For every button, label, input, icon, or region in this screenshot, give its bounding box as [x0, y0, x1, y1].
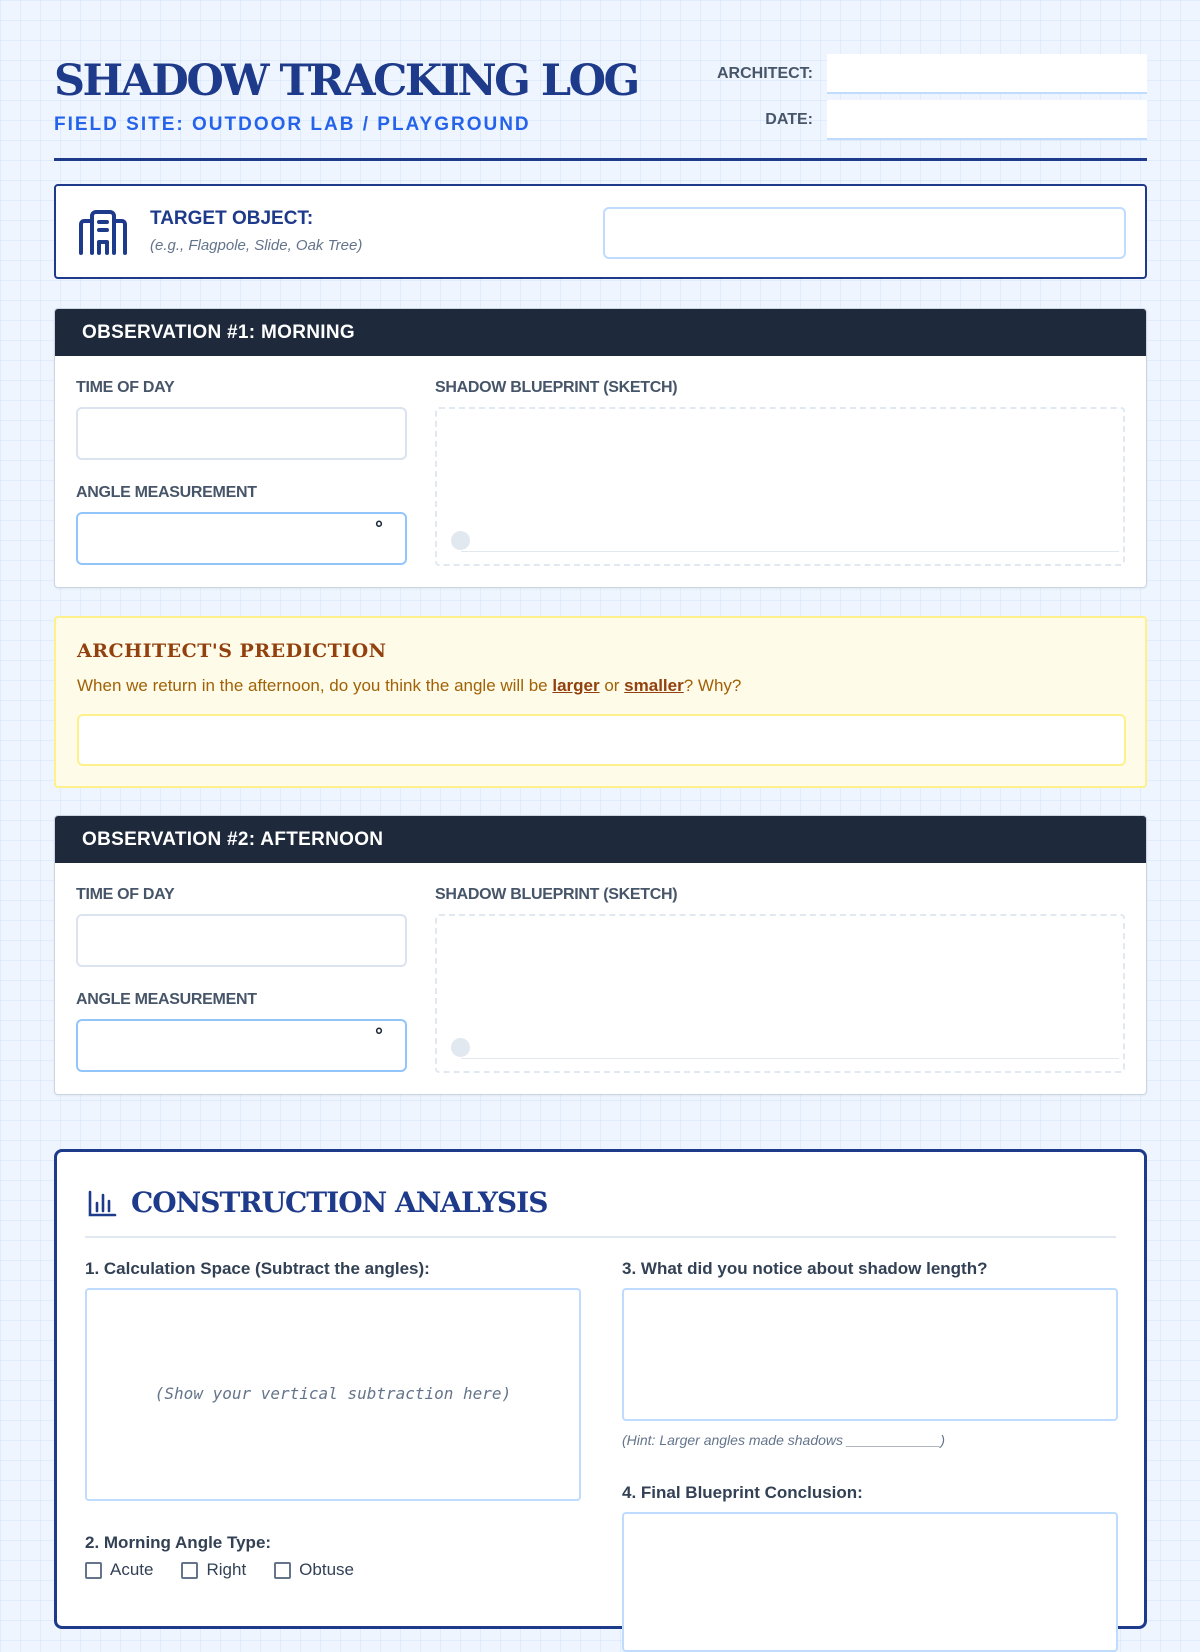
observation-title: OBSERVATION #2: AFTERNOON	[55, 816, 1146, 863]
date-field[interactable]	[827, 100, 1147, 140]
architect-field[interactable]	[827, 54, 1147, 94]
prediction-title: ARCHITECT'S PREDICTION	[77, 640, 387, 662]
target-object-label: TARGET OBJECT:	[150, 208, 314, 229]
sketch-label: SHADOW BLUEPRINT (SKETCH)	[435, 886, 678, 903]
observation-card-morning	[54, 308, 1147, 588]
page-subtitle: FIELD SITE: OUTDOOR LAB / PLAYGROUND	[54, 114, 531, 135]
ground-line	[461, 1058, 1119, 1059]
right-checkbox[interactable]	[181, 1560, 246, 1580]
word-smaller: smaller	[624, 676, 684, 695]
date-row	[765, 100, 1147, 140]
target-object-hint: (e.g., Flagpole, Slide, Oak Tree)	[150, 237, 363, 254]
option-label: Acute	[110, 1560, 154, 1579]
conclusion-input[interactable]	[622, 1512, 1118, 1652]
prediction-input[interactable]	[77, 714, 1126, 766]
ground-line	[461, 551, 1119, 552]
divider	[85, 1236, 1116, 1238]
calculation-space-input[interactable]	[85, 1288, 581, 1501]
target-object-input[interactable]	[603, 207, 1126, 259]
shadow-sketch-area[interactable]	[435, 407, 1125, 566]
bar-chart-icon	[87, 1190, 117, 1223]
question-2-label: 2. Morning Angle Type:	[85, 1533, 272, 1552]
acute-checkbox[interactable]	[85, 1560, 153, 1580]
question-3-hint: (Hint: Larger angles made shadows ____________)	[622, 1432, 945, 1448]
shadow-sketch-area[interactable]	[435, 914, 1125, 1073]
time-of-day-input[interactable]	[76, 407, 407, 460]
analysis-title: CONSTRUCTION ANALYSIS	[131, 1186, 548, 1219]
word-larger: larger	[552, 676, 600, 695]
question-1-label: 1. Calculation Space (Subtract the angles):	[85, 1259, 430, 1278]
angle-measurement-input[interactable]	[76, 1019, 407, 1072]
shadow-length-input[interactable]	[622, 1288, 1118, 1421]
target-object-card	[54, 184, 1147, 279]
header	[54, 0, 1147, 161]
worksheet-page	[54, 0, 1147, 1579]
degree-symbol: °	[375, 518, 383, 540]
checkbox-icon	[85, 1562, 102, 1579]
sun-marker-icon	[451, 531, 470, 550]
angle-measurement-label: ANGLE MEASUREMENT	[76, 991, 257, 1008]
degree-symbol: °	[375, 1025, 383, 1047]
angle-measurement-label: ANGLE MEASUREMENT	[76, 484, 257, 501]
option-label: Obtuse	[299, 1560, 354, 1579]
observation-title: OBSERVATION #1: MORNING	[55, 309, 1146, 356]
time-of-day-label: TIME OF DAY	[76, 886, 175, 903]
angle-measurement-input[interactable]	[76, 512, 407, 565]
construction-analysis-card	[54, 1149, 1147, 1629]
option-label: Right	[206, 1560, 247, 1579]
architect-row	[717, 54, 1147, 94]
building-icon	[78, 210, 128, 261]
calculation-placeholder: (Show your vertical subtraction here)	[154, 1384, 512, 1403]
prediction-question: When we return in the afternoon, do you think the angle will be larger or smaller? Why?	[77, 676, 742, 695]
date-label: DATE:	[765, 111, 813, 128]
question-3-label: 3. What did you notice about shadow length?	[622, 1259, 988, 1278]
time-of-day-label: TIME OF DAY	[76, 379, 175, 396]
time-of-day-input[interactable]	[76, 914, 407, 967]
prediction-card	[54, 616, 1147, 788]
page-title: SHADOW TRACKING LOG	[54, 56, 638, 106]
angle-type-options	[85, 1560, 382, 1580]
sketch-label: SHADOW BLUEPRINT (SKETCH)	[435, 379, 678, 396]
checkbox-icon	[181, 1562, 198, 1579]
question-4-label: 4. Final Blueprint Conclusion:	[622, 1483, 863, 1502]
architect-label: ARCHITECT:	[717, 65, 813, 82]
checkbox-icon	[274, 1562, 291, 1579]
observation-card-afternoon	[54, 815, 1147, 1095]
sun-marker-icon	[451, 1038, 470, 1057]
obtuse-checkbox[interactable]	[274, 1560, 354, 1580]
